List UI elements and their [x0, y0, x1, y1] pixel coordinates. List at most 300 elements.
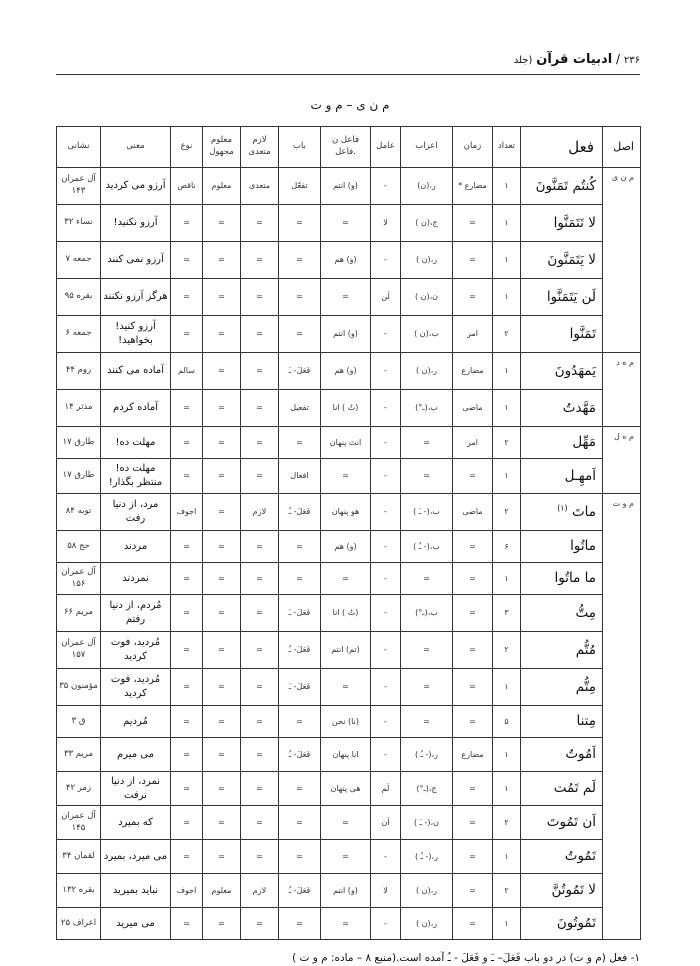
book-title: ادبیات قرآن	[536, 52, 613, 67]
table-row	[57, 494, 641, 531]
lazem-cell: =	[241, 242, 279, 279]
verb-cell	[521, 459, 603, 494]
table-header-row	[57, 127, 641, 168]
col-header-fel: فعل	[521, 127, 603, 168]
verb-text: تَمَنَّوا	[569, 325, 596, 342]
tense-cell: =	[453, 840, 493, 874]
malum-cell: =	[203, 427, 241, 459]
erab-cell: ر،(ن )	[401, 908, 453, 940]
lazem-cell: =	[241, 669, 279, 706]
bab-cell: فَعَلَ- ـَ	[279, 669, 321, 706]
type-cell: =	[171, 840, 203, 874]
table-body	[57, 168, 641, 940]
running-head	[514, 52, 640, 67]
bab-cell: تفعیل	[279, 390, 321, 427]
bab-cell: فَعَلَ- ـُ	[279, 632, 321, 669]
col-header-type: نوع	[171, 127, 203, 168]
erab-cell: ن،(- ـَ )	[401, 806, 453, 840]
verb-text: مِتُّم	[575, 678, 596, 695]
table-row	[57, 806, 641, 840]
verb-cell	[521, 205, 603, 242]
tense-cell: =	[453, 874, 493, 908]
table-row	[57, 669, 641, 706]
count-cell: ۱	[493, 353, 521, 390]
ref-cell: آل عمران ۱۵۶	[57, 563, 101, 595]
type-cell: =	[171, 279, 203, 316]
lazem-cell: =	[241, 595, 279, 632]
fael-cell: (و) هم	[321, 242, 371, 279]
type-cell: =	[171, 738, 203, 772]
meaning-cell: مُردید، فوت کردید	[101, 669, 171, 706]
verb-text: لا یَتَمَنَّونَ	[547, 251, 596, 268]
ref-cell: توبه ۸۴	[57, 494, 101, 531]
ref-cell: ق ۳	[57, 706, 101, 738]
erab-cell: ب،(ـ°)	[401, 390, 453, 427]
meaning-cell: نباید بمیرید	[101, 874, 171, 908]
lazem-cell: =	[241, 316, 279, 353]
meaning-cell: آرزو نمی کنند	[101, 242, 171, 279]
verb-text: اَن تَمُوتَ	[546, 814, 596, 831]
count-cell: ۱	[493, 563, 521, 595]
type-cell: سالم	[171, 353, 203, 390]
count-cell: ۳	[493, 595, 521, 632]
bab-cell: =	[279, 531, 321, 563]
ref-cell: بقره ۱۳۲	[57, 874, 101, 908]
bab-cell: =	[279, 840, 321, 874]
fael-cell: =	[321, 205, 371, 242]
ref-cell: آل عمران ۱۴۵	[57, 806, 101, 840]
malum-cell: =	[203, 459, 241, 494]
lazem-cell: =	[241, 738, 279, 772]
type-cell: =	[171, 806, 203, 840]
type-cell: =	[171, 595, 203, 632]
verb-cell	[521, 494, 603, 531]
amel-cell: لَن	[371, 279, 401, 316]
erab-cell: =	[401, 669, 453, 706]
col-header-meaning: معنی	[101, 127, 171, 168]
amel-cell: -	[371, 840, 401, 874]
table-row	[57, 353, 641, 390]
lazem-cell: =	[241, 706, 279, 738]
tense-cell: =	[453, 632, 493, 669]
col-header-amel: عامل	[371, 127, 401, 168]
amel-cell: -	[371, 353, 401, 390]
ref-cell: حج ۵۸	[57, 531, 101, 563]
bab-cell: =	[279, 563, 321, 595]
erab-cell: ج،(ـ°)	[401, 772, 453, 806]
fael-cell: =	[321, 806, 371, 840]
verb-cell	[521, 840, 603, 874]
tense-cell: مضارع	[453, 738, 493, 772]
amel-cell: -	[371, 316, 401, 353]
verb-text: تَمُوتُونَ	[556, 915, 596, 932]
verb-text: اَمهِـل	[564, 467, 596, 484]
meaning-cell: آرزو کنید! بخواهید!	[101, 316, 171, 353]
tense-cell: =	[453, 806, 493, 840]
erab-cell: =	[401, 563, 453, 595]
ref-cell: نساء ۳۲	[57, 205, 101, 242]
verb-cell	[521, 531, 603, 563]
table-row	[57, 908, 641, 940]
erab-cell: =	[401, 706, 453, 738]
verb-text: تَمُوتُ	[564, 848, 596, 865]
type-cell: اجوف	[171, 874, 203, 908]
count-cell: ۵	[493, 706, 521, 738]
col-header-count: تعداد	[493, 127, 521, 168]
amel-cell: -	[371, 242, 401, 279]
ref-cell: جمعه ۷	[57, 242, 101, 279]
erab-cell: ر،(- ـُ )	[401, 840, 453, 874]
malum-cell: =	[203, 595, 241, 632]
table-row	[57, 840, 641, 874]
tense-cell: =	[453, 706, 493, 738]
ref-cell: مریم ۳۳	[57, 738, 101, 772]
count-cell: ۲	[493, 316, 521, 353]
malum-cell: =	[203, 353, 241, 390]
verb-cell	[521, 279, 603, 316]
table-row	[57, 738, 641, 772]
ref-cell: بقره ۹۵	[57, 279, 101, 316]
table-row	[57, 390, 641, 427]
ref-cell: لقمان ۳۴	[57, 840, 101, 874]
verb-cell	[521, 669, 603, 706]
verb-text: لا تَتَمَنَّوا	[553, 214, 596, 231]
type-cell: =	[171, 459, 203, 494]
malum-cell: =	[203, 494, 241, 531]
malum-cell: =	[203, 531, 241, 563]
lazem-cell: =	[241, 279, 279, 316]
bab-cell: فَعَلَ- ـَ	[279, 595, 321, 632]
tense-cell: =	[453, 908, 493, 940]
bab-cell: فَعَلَ- ـُ	[279, 494, 321, 531]
verb-text: ما ماتُوا	[554, 570, 596, 587]
count-cell: ۱	[493, 459, 521, 494]
erab-cell: ج،(ن )	[401, 205, 453, 242]
tense-cell: ماضی	[453, 390, 493, 427]
malum-cell: =	[203, 316, 241, 353]
tense-cell: =	[453, 563, 493, 595]
meaning-cell: می میرد، بمیرد	[101, 840, 171, 874]
footnote-marker: (۱)	[557, 503, 568, 513]
type-cell: اجوف	[171, 494, 203, 531]
meaning-cell: مهلت ده!	[101, 427, 171, 459]
malum-cell: =	[203, 669, 241, 706]
col-header-malum: معلوم مجهول	[203, 127, 241, 168]
malum-cell: =	[203, 840, 241, 874]
verb-cell	[521, 353, 603, 390]
lazem-cell: =	[241, 840, 279, 874]
fael-cell: (تُ ) انا	[321, 390, 371, 427]
lazem-cell: =	[241, 390, 279, 427]
table-row	[57, 427, 641, 459]
bab-cell: فَعَلَ- ـُ	[279, 738, 321, 772]
count-cell: ۲	[493, 806, 521, 840]
amel-cell: -	[371, 669, 401, 706]
amel-cell: -	[371, 738, 401, 772]
tense-cell: =	[453, 205, 493, 242]
fael-cell: (تُ ) انا	[321, 595, 371, 632]
amel-cell: اَن	[371, 806, 401, 840]
type-cell: =	[171, 706, 203, 738]
count-cell: ۱	[493, 242, 521, 279]
verb-cell	[521, 908, 603, 940]
count-cell: ۱	[493, 390, 521, 427]
tense-cell: امر	[453, 427, 493, 459]
table-row	[57, 772, 641, 806]
bab-cell: =	[279, 205, 321, 242]
footnote: ۱- فعل (م و ت) در دو باب فَعَلَ– ـَ و فَعَلَ - ـُ آمده است.(منبع ۸ – ماده: م و ت )	[292, 952, 640, 964]
type-cell: =	[171, 242, 203, 279]
bab-cell: =	[279, 242, 321, 279]
meaning-cell: مهلت ده! منتظر بگذار!	[101, 459, 171, 494]
malum-cell: =	[203, 632, 241, 669]
meaning-cell: که بمیرد	[101, 806, 171, 840]
erab-cell: =	[401, 632, 453, 669]
erab-cell: ر،(ن )	[401, 242, 453, 279]
type-cell: =	[171, 908, 203, 940]
count-cell: ۶	[493, 531, 521, 563]
ref-cell: آل عمران ۱۴۳	[57, 168, 101, 205]
fael-cell: انتَ پنهان	[321, 427, 371, 459]
count-cell: ۱	[493, 205, 521, 242]
amel-cell: -	[371, 494, 401, 531]
count-cell: ۲	[493, 427, 521, 459]
table-row	[57, 874, 641, 908]
malum-cell: =	[203, 563, 241, 595]
amel-cell: -	[371, 168, 401, 205]
ref-cell: طارق ۱۷	[57, 459, 101, 494]
root-cell: م ن ی	[603, 168, 641, 353]
fael-cell: (و) انتم	[321, 874, 371, 908]
volume-label: (جلد	[513, 55, 533, 66]
verb-text: کُنتُم تَمَنَّونَ	[535, 177, 596, 194]
verb-cell	[521, 316, 603, 353]
lazem-cell: لازم	[241, 494, 279, 531]
amel-cell: -	[371, 563, 401, 595]
bab-cell: =	[279, 706, 321, 738]
verb-cell	[521, 706, 603, 738]
lazem-cell: متعدی	[241, 168, 279, 205]
count-cell: ۲	[493, 494, 521, 531]
type-cell: =	[171, 427, 203, 459]
verb-cell	[521, 427, 603, 459]
table-row	[57, 459, 641, 494]
type-cell: =	[171, 390, 203, 427]
count-cell: ۱	[493, 908, 521, 940]
fael-cell: =	[321, 840, 371, 874]
fael-cell: هی پنهان	[321, 772, 371, 806]
verb-cell	[521, 738, 603, 772]
amel-cell: لا	[371, 205, 401, 242]
verb-analysis-table	[56, 126, 641, 940]
malum-cell: =	[203, 738, 241, 772]
table-row	[57, 279, 641, 316]
verb-cell	[521, 806, 603, 840]
erab-cell: ب،(ن )	[401, 316, 453, 353]
header-separator: /	[616, 52, 621, 66]
table-row	[57, 205, 641, 242]
amel-cell: -	[371, 531, 401, 563]
fael-cell: =	[321, 563, 371, 595]
tense-cell: =	[453, 669, 493, 706]
tense-cell: =	[453, 459, 493, 494]
bab-cell: فَعَلَ- ـَ	[279, 353, 321, 390]
meaning-cell: هرگز آرزو نکنند	[101, 279, 171, 316]
count-cell: ۱	[493, 279, 521, 316]
verb-cell	[521, 772, 603, 806]
fael-cell: (و) هم	[321, 353, 371, 390]
type-cell: ناقص	[171, 168, 203, 205]
verb-cell	[521, 390, 603, 427]
verb-text: مَهِّل	[572, 434, 596, 451]
erab-cell: ر،(ن)	[401, 168, 453, 205]
type-cell: =	[171, 205, 203, 242]
type-cell: =	[171, 632, 203, 669]
amel-cell: -	[371, 595, 401, 632]
meaning-cell: نمرد، از دنیا نرفت	[101, 772, 171, 806]
verb-text: یَمهَدُونَ	[554, 362, 596, 379]
malum-cell: =	[203, 706, 241, 738]
verb-text: لَن یَتَمَنَّوا	[546, 288, 596, 305]
page-number: ۲۳۶	[623, 55, 640, 66]
fael-cell: =	[321, 459, 371, 494]
malum-cell: =	[203, 806, 241, 840]
ref-cell: مدثر ۱۴	[57, 390, 101, 427]
malum-cell: =	[203, 772, 241, 806]
lazem-cell: =	[241, 908, 279, 940]
table-title: م ن ی – م و ت	[310, 98, 390, 112]
malum-cell: =	[203, 390, 241, 427]
type-cell: =	[171, 316, 203, 353]
erab-cell: ر،(- ـُ )	[401, 738, 453, 772]
ref-cell: روم ۴۴	[57, 353, 101, 390]
fael-cell: (تم) انتم	[321, 632, 371, 669]
meaning-cell: مرد، از دنیا رفت	[101, 494, 171, 531]
verb-cell	[521, 874, 603, 908]
fael-cell: (و) انتم	[321, 316, 371, 353]
ref-cell: زمر ۴۲	[57, 772, 101, 806]
erab-cell: ب،(- ـُ )	[401, 531, 453, 563]
meaning-cell: آرزو می کردید	[101, 168, 171, 205]
verb-text: مِتُّ	[575, 604, 596, 621]
malum-cell: =	[203, 908, 241, 940]
amel-cell: -	[371, 390, 401, 427]
ref-cell: جمعه ۶	[57, 316, 101, 353]
meaning-cell: مُردیم	[101, 706, 171, 738]
lazem-cell: =	[241, 563, 279, 595]
verb-text: ماتُوا	[570, 538, 596, 555]
lazem-cell: =	[241, 806, 279, 840]
erab-cell: ر،(ن )	[401, 874, 453, 908]
verb-cell	[521, 632, 603, 669]
table-row	[57, 168, 641, 205]
ref-cell: مریم ۶۶	[57, 595, 101, 632]
root-cell: م و ت	[603, 494, 641, 940]
lazem-cell: لازم	[241, 874, 279, 908]
root-cell: م ه د	[603, 353, 641, 427]
verb-cell	[521, 563, 603, 595]
meaning-cell: می میرم	[101, 738, 171, 772]
malum-cell: =	[203, 242, 241, 279]
count-cell: ۱	[493, 840, 521, 874]
malum-cell: معلوم	[203, 874, 241, 908]
lazem-cell: =	[241, 427, 279, 459]
fael-cell: (و) انتم	[321, 168, 371, 205]
bab-cell: فَعَلَ- ـُ	[279, 874, 321, 908]
tense-cell: =	[453, 279, 493, 316]
bab-cell: افعال	[279, 459, 321, 494]
count-cell: ۱	[493, 738, 521, 772]
bab-cell: =	[279, 279, 321, 316]
col-header-bab: باب	[279, 127, 321, 168]
tense-cell: امر	[453, 316, 493, 353]
amel-cell: لَم	[371, 772, 401, 806]
tense-cell: =	[453, 772, 493, 806]
meaning-cell: آماده می کنند	[101, 353, 171, 390]
bab-cell: =	[279, 427, 321, 459]
table-row	[57, 242, 641, 279]
count-cell: ۱	[493, 772, 521, 806]
tense-cell: مضارع *	[453, 168, 493, 205]
col-header-asl: اصل	[603, 127, 641, 168]
lazem-cell: =	[241, 772, 279, 806]
table-row	[57, 316, 641, 353]
lazem-cell: =	[241, 632, 279, 669]
lazem-cell: =	[241, 531, 279, 563]
table-row	[57, 531, 641, 563]
malum-cell: معلوم	[203, 168, 241, 205]
amel-cell: -	[371, 459, 401, 494]
col-header-lazem: لازم متعدی	[241, 127, 279, 168]
ref-cell: اعراف ۲۵	[57, 908, 101, 940]
tense-cell: مضارع	[453, 353, 493, 390]
ref-cell: آل عمران ۱۵۷	[57, 632, 101, 669]
type-cell: =	[171, 772, 203, 806]
count-cell: ۱	[493, 168, 521, 205]
verb-text: لَم تَمُت	[553, 780, 596, 797]
lazem-cell: =	[241, 459, 279, 494]
lazem-cell: =	[241, 353, 279, 390]
bab-cell: =	[279, 316, 321, 353]
verb-text: ماتَ	[571, 503, 596, 520]
ref-cell: مؤمنون ۳۵	[57, 669, 101, 706]
amel-cell: -	[371, 706, 401, 738]
tense-cell: =	[453, 595, 493, 632]
type-cell: =	[171, 669, 203, 706]
table-row	[57, 706, 641, 738]
bab-cell: تفعّل	[279, 168, 321, 205]
amel-cell: -	[371, 632, 401, 669]
verb-cell	[521, 242, 603, 279]
fael-cell: =	[321, 908, 371, 940]
col-header-tense: زمان	[453, 127, 493, 168]
verb-text: مِتنا	[576, 713, 596, 730]
meaning-cell: می میرید	[101, 908, 171, 940]
fael-cell: =	[321, 669, 371, 706]
meaning-cell: مُردید، فوت کردید	[101, 632, 171, 669]
col-header-ref: نشانی	[57, 127, 101, 168]
count-cell: ۲	[493, 632, 521, 669]
tense-cell: =	[453, 531, 493, 563]
ref-cell: طارق ۱۷	[57, 427, 101, 459]
page-header	[56, 48, 640, 75]
bab-cell: =	[279, 908, 321, 940]
verb-text: لا تَمُوتُنَّ	[551, 882, 596, 899]
root-cell: م ه ل	[603, 427, 641, 494]
amel-cell: -	[371, 427, 401, 459]
fael-cell: انا پنهان	[321, 738, 371, 772]
erab-cell: ب،(- ـَ )	[401, 494, 453, 531]
